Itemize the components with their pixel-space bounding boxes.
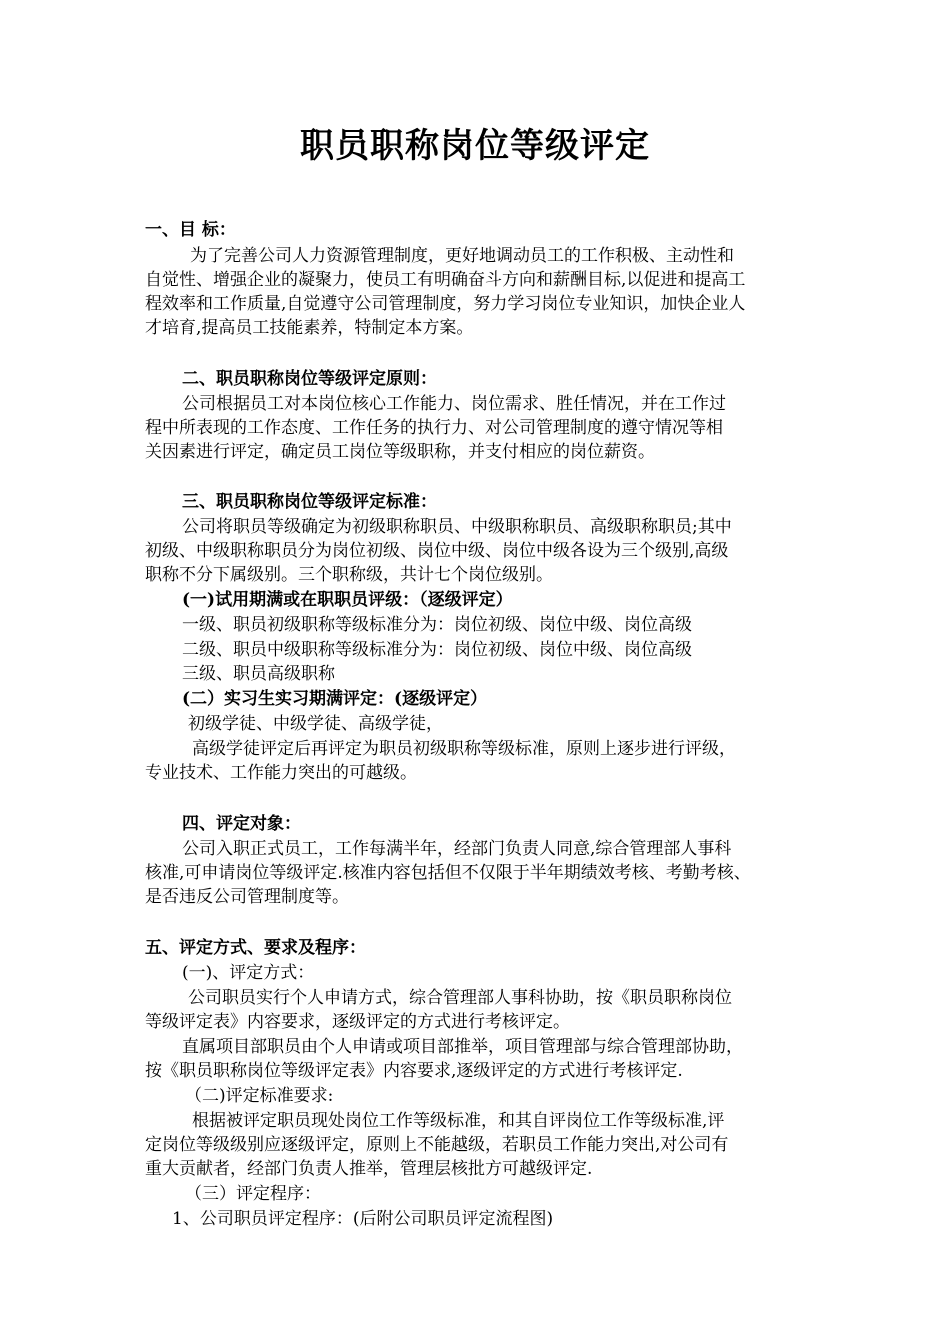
paragraph-line: 初级、中级职称职员分为岗位初级、岗位中级、岗位中级各设为三个级别,高级 [145,541,729,561]
section-heading-2: 二、职员职称岗位等级评定原则： [182,369,437,389]
paragraph-line: 为了完善公司人力资源管理制度，更好地调动员工的工作积极、主动性和 [190,246,734,266]
list-line: 一级、职员初级职称等级标准分为：岗位初级、岗位中级、岗位高级 [182,615,692,635]
paragraph-line: 核准,可申请岗位等级评定.核准内容包括但不仅限于半年期绩效考核、考勤考核、 [145,863,751,883]
subsection-heading: (一)试用期满或在职职员评级：（逐级评定） [182,590,513,610]
document-title: 职员职称岗位等级评定 [300,126,650,166]
paragraph-line: 公司入职正式员工，工作每满半年，经部门负责人同意,综合管理部人事科 [182,839,732,859]
paragraph-line: 根据被评定职员现处岗位工作等级标准，和其自评岗位工作等级标准,评 [192,1111,725,1131]
paragraph-line: 关因素进行评定，确定员工岗位等级职称，并支付相应的岗位薪资。 [145,442,655,462]
subsection-heading: （二)评定标准要求: [185,1086,334,1106]
paragraph-line: 是否违反公司管理制度等。 [145,887,349,907]
paragraph-line: 按《职员职称岗位等级评定表》内容要求,逐级评定的方式进行考核评定. [145,1061,683,1081]
paragraph-line: 定岗位等级级别应逐级评定，原则上不能越级，若职员工作能力突出,对公司有 [145,1135,729,1155]
paragraph-line: 程效率和工作质量,自觉遵守公司管理制度，努力学习岗位专业知识，加快企业人 [145,294,746,314]
paragraph-line: 公司将职员等级确定为初级职称职员、中级职称职员、高级职称职员;其中 [182,517,732,537]
paragraph-line: 高级学徒评定后再评定为职员初级职称等级标准，原则上逐步进行评级， [192,739,736,759]
list-line: 二级、职员中级职称等级标准分为：岗位初级、岗位中级、岗位高级 [182,640,692,660]
list-line: 1、公司职员评定程序：(后附公司职员评定流程图) [172,1209,554,1229]
paragraph-line: 重大贡献者，经部门负责人推举，管理层核批方可越级评定. [145,1159,593,1179]
section-heading-1: 一、目 标： [145,220,236,240]
paragraph-line: 职称不分下属级别。三个职称级，共计七个岗位级别。 [145,565,553,585]
paragraph-line: 程中所表现的工作态度、工作任务的执行力、对公司管理制度的遵守情况等相 [145,418,723,438]
paragraph-line: 等级评定表》内容要求，逐级评定的方式进行考核评定。 [145,1012,570,1032]
paragraph-line: 公司职员实行个人申请方式，综合管理部人事科协助，按《职员职称岗位 [188,988,732,1008]
paragraph-line: 公司根据员工对本岗位核心工作能力、岗位需求、胜任情况，并在工作过 [182,394,726,414]
section-heading-5: 五、评定方式、要求及程序： [145,938,366,958]
subsection-heading: （三）评定程序： [185,1184,321,1204]
paragraph-line: 专业技术、工作能力突出的可越级。 [145,763,417,783]
list-line: 三级、职员高级职称 [182,664,335,684]
paragraph-line: 直属项目部职员由个人申请或项目部推举，项目管理部与综合管理部协助， [182,1037,743,1057]
section-heading-3: 三、职员职称岗位等级评定标准： [182,492,437,512]
section-heading-4: 四、评定对象： [182,814,301,834]
subsection-heading: (二）实习生实习期满评定：(逐级评定） [182,689,488,709]
paragraph-line: 才培育,提高员工技能素养，特制定本方案。 [145,318,474,338]
paragraph-line: 初级学徒、中级学徒、高级学徒， [188,714,443,734]
paragraph-line: 自觉性、增强企业的凝聚力，使员工有明确奋斗方向和薪酬目标,以促进和提高工 [145,270,746,290]
subsection-heading: (一)、评定方式： [182,963,315,983]
